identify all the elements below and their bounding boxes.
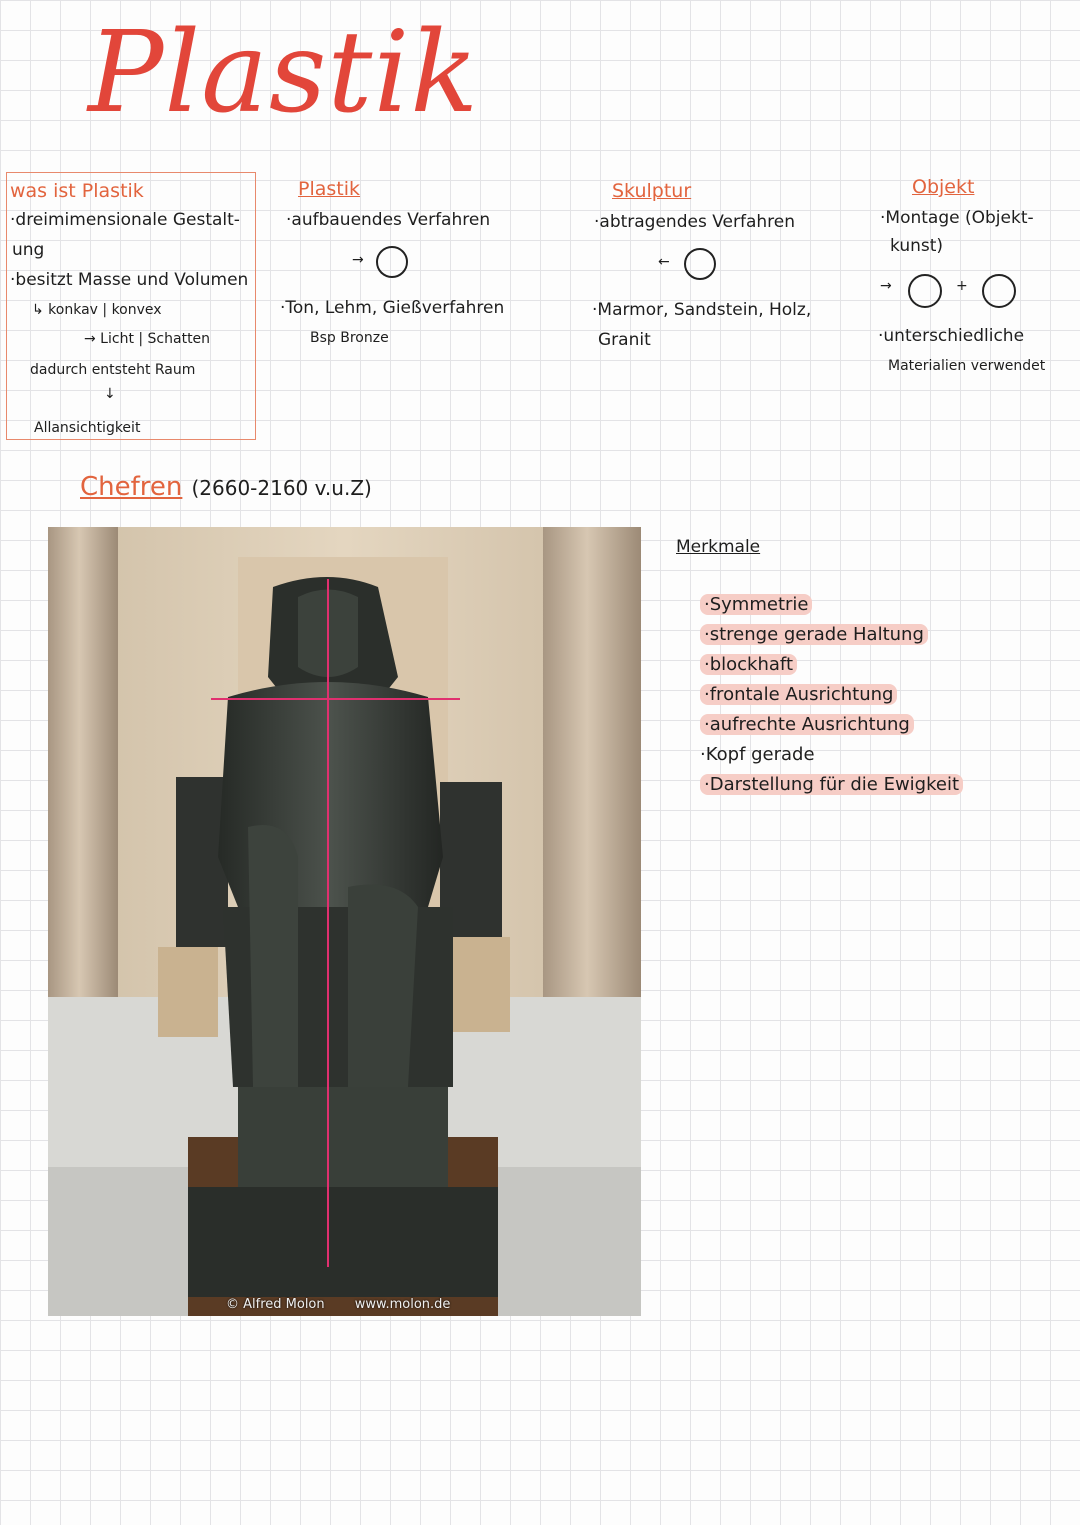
circle-icon <box>982 274 1016 308</box>
plastik-heading: Plastik <box>298 178 361 200</box>
circle-icon <box>376 246 408 278</box>
arrow-left-icon: ← <box>658 254 670 270</box>
plus-icon: + <box>956 278 968 294</box>
definition-line: dadurch entsteht Raum <box>30 362 196 378</box>
definition-line: Allansichtigkeit <box>34 420 141 436</box>
features-list <box>700 590 963 800</box>
objekt-line: ·Montage (Objekt- <box>880 208 1034 228</box>
objekt-line: ·unterschiedliche <box>878 326 1025 346</box>
arrow-down-icon: ↓ <box>104 386 116 402</box>
list-item: ·Kopf gerade <box>700 744 815 765</box>
list-item: ·aufrechte Ausrichtung <box>700 710 963 740</box>
statue-photo <box>48 527 641 1316</box>
list-item: ·Symmetrie <box>700 590 963 620</box>
photo-credit: © Alfred Molon www.molon.de <box>226 1297 451 1312</box>
definition-heading: was ist Plastik <box>10 180 144 202</box>
objekt-line: kunst) <box>890 236 944 256</box>
skulptur-line: ·abtragendes Verfahren <box>594 212 796 232</box>
definition-line: ung <box>12 240 45 260</box>
plastik-line: ·aufbauendes Verfahren <box>286 210 491 230</box>
skulptur-heading: Skulptur <box>612 180 692 202</box>
definition-line: ↳ konkav | konvex <box>32 302 162 318</box>
statue-illustration <box>48 527 641 1316</box>
list-item: ·Darstellung für die Ewigkeit <box>700 770 963 800</box>
list-item: ·blockhaft <box>700 650 963 680</box>
objekt-line: Materialien verwendet <box>888 358 1046 374</box>
plastik-line: Bsp Bronze <box>310 330 389 346</box>
arrow-right-icon: → <box>880 278 892 294</box>
list-item: ·frontale Ausrichtung <box>700 680 963 710</box>
definition-line: ·dreimimensionale Gestalt- <box>10 210 240 230</box>
definition-line: → Licht | Schatten <box>84 331 211 347</box>
arrow-right-icon: → <box>352 252 364 268</box>
circle-icon <box>908 274 942 308</box>
skulptur-line: Granit <box>598 330 651 350</box>
definition-line: ·besitzt Masse und Volumen <box>10 270 249 290</box>
section-name: Chefren <box>80 472 183 502</box>
section-heading <box>80 472 372 502</box>
features-heading: Merkmale <box>676 537 761 557</box>
objekt-heading: Objekt <box>912 176 975 198</box>
section-dates: (2660-2160 v.u.Z) <box>191 476 372 500</box>
list-item: ·strenge gerade Haltung <box>700 620 963 650</box>
page-title: Plastik <box>88 8 480 138</box>
skulptur-line: ·Marmor, Sandstein, Holz, <box>592 300 812 320</box>
plastik-line: ·Ton, Lehm, Gießverfahren <box>280 298 505 318</box>
circle-icon <box>684 248 716 280</box>
